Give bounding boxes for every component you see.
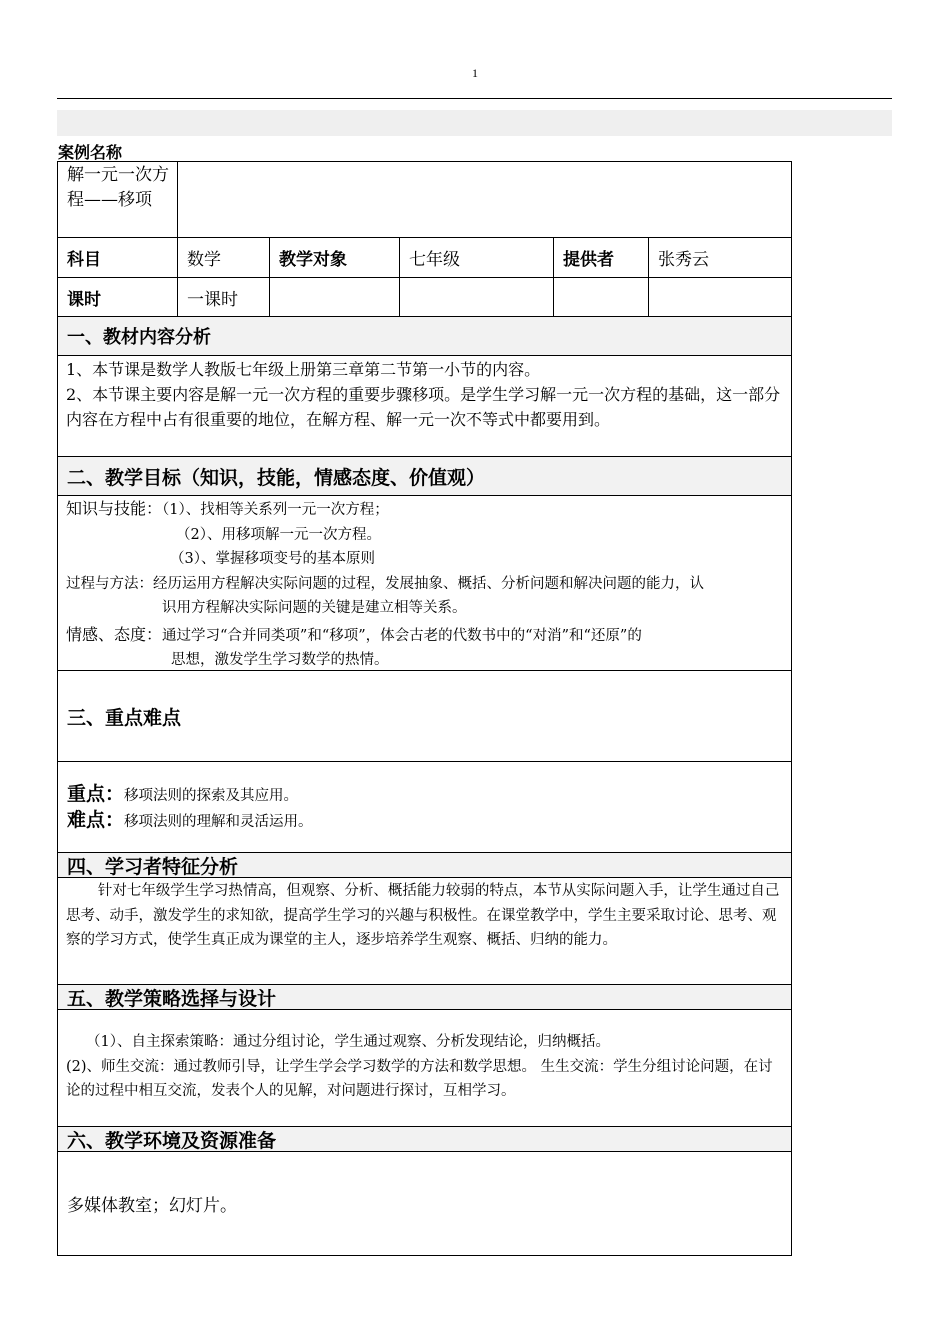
emotion-label: 情感、态度： (66, 624, 163, 644)
emotion-line (66, 623, 783, 649)
target-value: 七年级 (400, 238, 554, 277)
hours-value: 一课时 (178, 278, 270, 316)
knowledge-line (66, 497, 783, 523)
header-rule (57, 98, 892, 99)
process-label: 过程与方法： (66, 575, 153, 592)
strategy-line: (2)、师生交流：通过教师引导，让学生学会学习数学的方法和数学思想。 生生交流：学生分组讨论问题，在讨论的过程中相互交流，发表个人的见解，对问题进行探讨，互相学习。 (66, 1058, 773, 1099)
section-1-body (58, 356, 791, 457)
case-title: 解一元一次方程——移项 (58, 162, 178, 237)
case-title-row (58, 162, 791, 238)
section-1-line: 1、本节课是数学人教版七年级上册第三章第二节第一小节的内容。 (66, 360, 541, 379)
knowledge-item: （1）、找相等关系列一元一次方程； (162, 502, 389, 518)
provider-value: 张秀云 (658, 250, 709, 270)
emotion-text: 思想，激发学生学习数学的热情。 (171, 652, 389, 668)
section-1-line: 2、本节课主要内容是解一元一次方程的重要步骤移项。是学生学习解一元一次方程的基础，这一部分内容在方程中占有很重要的地位，在解方程、解一元一次不等式中都要用到。 (66, 385, 781, 429)
key-point-text: 移项法则的探索及其应用。 (124, 788, 299, 804)
hours-label: 课时 (58, 278, 178, 316)
difficulty-label: 难点： (67, 809, 125, 831)
subject-value: 数学 (178, 238, 270, 277)
process-text: 识用方程解决实际问题的关键是建立相等关系。 (162, 600, 467, 616)
emotion-text: 通过学习“合并同类项”和“移项”，体会古老的代数书中的“对消”和“还原”的 (162, 627, 642, 644)
section-2-heading: 二、教学目标（知识，技能，情感态度、价值观） (58, 457, 791, 496)
process-text: 经历运用方程解决实际问题的过程，发展抽象、概括、分析问题和解决问题的能力，认 (153, 575, 704, 592)
process-line (66, 572, 783, 597)
blank-cell (270, 278, 400, 316)
knowledge-label: 知识与技能： (66, 499, 163, 518)
section-4-body (58, 878, 791, 985)
section-3-heading: 三、重点难点 (67, 706, 182, 729)
header-band (57, 110, 892, 136)
info-row (58, 238, 791, 278)
knowledge-item: （3）、掌握移项变号的基本原则 (170, 551, 375, 567)
section-4-heading: 四、学习者特征分析 (58, 853, 791, 878)
key-point-label: 重点： (67, 783, 125, 805)
section-6-heading: 六、教学环境及资源准备 (58, 1127, 791, 1152)
strategy-line: （1）、自主探索策略：通过分组讨论，学生通过观察、分析发现结论，归纳概括。 (86, 1034, 610, 1050)
section-6-body (58, 1152, 791, 1255)
section-2-body (58, 496, 791, 671)
lesson-plan-table (57, 161, 792, 1256)
blank-cell (400, 278, 554, 316)
blank-cell (649, 278, 791, 316)
subject-label: 科目 (58, 238, 178, 277)
difficulty-text: 移项法则的理解和灵活运用。 (124, 814, 313, 830)
environment-text: 多媒体教室；幻灯片。 (67, 1196, 237, 1216)
difficulty-line (67, 808, 783, 834)
case-title-blank (178, 162, 791, 237)
section-1-heading: 一、教材内容分析 (58, 317, 791, 356)
knowledge-item: （2）、用移项解一元一次方程。 (176, 526, 381, 543)
section-3-heading-row (58, 671, 791, 762)
section-5-body (58, 1010, 791, 1127)
section-3-body (58, 762, 791, 853)
hours-row (58, 278, 791, 317)
provider-label: 提供者 (554, 238, 649, 277)
page-number: 1 (472, 66, 478, 80)
blank-cell (554, 278, 649, 316)
learner-analysis-text: 针对七年级学生学习热情高，但观察、分析、概括能力较弱的特点，本节从实际问题入手，让学生通过自己思考、动手，激发学生的求知欲，提高学生学习的兴趣与积极性。在课堂教学中，学生主要采取讨论、思考、观察的学习方式，使学生真正成为课堂的主人，逐步培养学生观察、概括、归纳的能力。 (66, 883, 780, 948)
case-name-label: 案例名称 (58, 143, 123, 162)
target-label: 教学对象 (270, 238, 400, 277)
key-point-line (67, 782, 783, 808)
section-5-heading: 五、教学策略选择与设计 (58, 985, 791, 1010)
